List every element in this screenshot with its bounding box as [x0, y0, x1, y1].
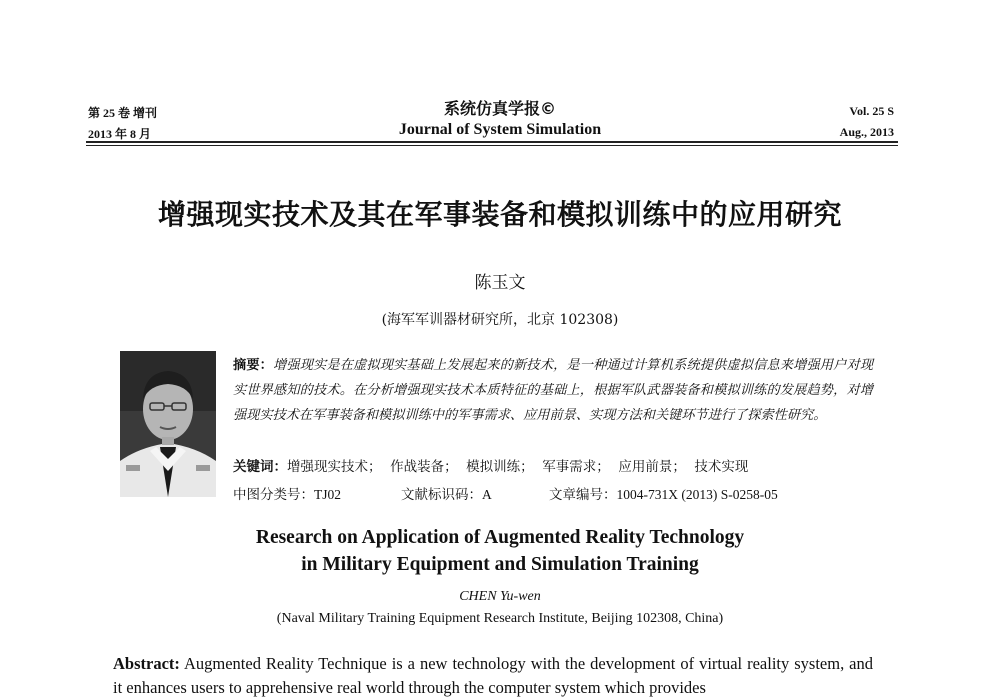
classification-line	[233, 483, 778, 503]
header-rule-thick	[86, 141, 898, 143]
affiliation-en: (Naval Military Training Equipment Research Institute, Beijing 102308, China)	[276, 611, 724, 626]
author-cn: 陈玉文	[474, 273, 526, 293]
clc-number: 中图分类号：TJ02	[233, 487, 341, 502]
article-number: 文章编号：1004-731X (2013) S-0258-05	[549, 487, 778, 502]
keywords-cn	[233, 455, 748, 475]
document-code: 文献标识码：A	[401, 487, 492, 502]
paper-title-en-line1: Research on Application of Augmented Reality Technology	[255, 527, 745, 548]
affiliation-cn: (海军军训器材研究所，北京 102308)	[381, 312, 619, 328]
paper-title-en	[0, 524, 1000, 578]
abstract-cn-text: 增强现实是在虚拟现实基础上发展起来的新技术，是一种通过计算机系统提供虚拟信息来增强用户对现实世界感知的技术。在分析增强现实技术本质特征的基础上，根据军队武器装备和模拟训练的发展趋势，对增强现实技术在军事装备和模拟训练中的军事需求、应用前景、实现方法和关键环节进行了探索性研究。	[233, 358, 874, 423]
header-date-cn: 2013 年 8 月	[88, 127, 152, 141]
author-photo	[120, 351, 216, 497]
journal-title-cn: 系统仿真学报©	[443, 99, 556, 118]
abstract-en	[113, 652, 873, 700]
keywords-cn-text: 增强现实技术； 作战装备； 模拟训练； 军事需求； 应用前景； 技术实现	[287, 459, 749, 475]
header-volume-en: Vol. 25 S	[849, 104, 894, 118]
abstract-en-text: Augmented Reality Technique is a new technology with the development of virtual reality system, and it enhances users to apprehensive real world through the computer system which provides	[113, 654, 873, 697]
abstract-en-label: Abstract:	[113, 654, 180, 673]
journal-title-en: Journal of System Simulation	[398, 121, 602, 138]
paper-title-en-line2: in Military Equipment and Simulation Training	[301, 554, 699, 575]
header-volume-cn: 第 25 卷 增刊	[88, 106, 158, 120]
header-rule-thin	[86, 145, 898, 146]
keywords-cn-label: 关键词：	[233, 459, 287, 475]
author-en: CHEN Yu-wen	[459, 589, 541, 604]
abstract-cn	[233, 353, 873, 428]
abstract-cn-label: 摘要：	[233, 358, 274, 373]
paper-title-cn: 增强现实技术及其在军事装备和模拟训练中的应用研究	[157, 198, 842, 231]
header-date-en: Aug., 2013	[839, 125, 894, 139]
